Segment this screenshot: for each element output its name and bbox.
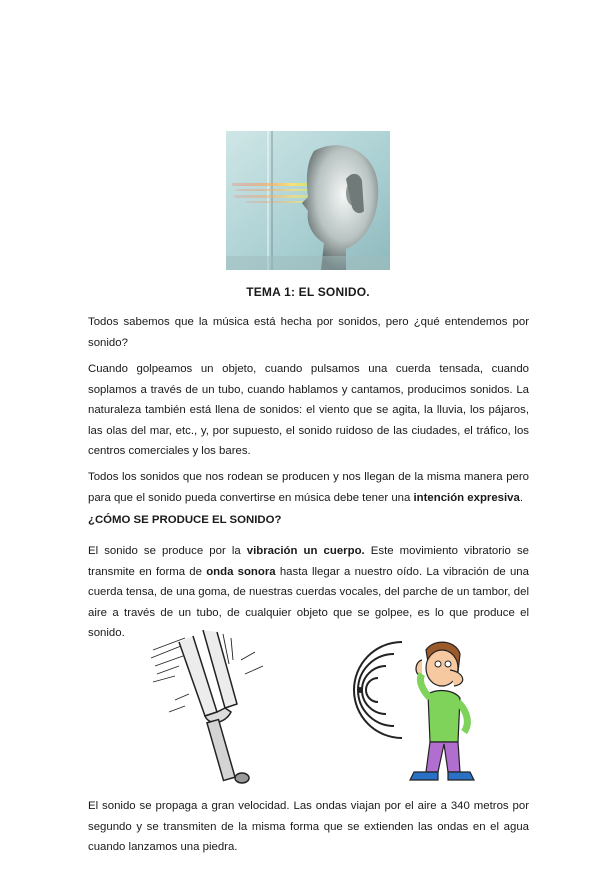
section-heading: ¿CÓMO SE PRODUCE EL SONIDO?: [88, 514, 282, 526]
expressive-intent-paragraph: Todos los sonidos que nos rodean se producen y nos llegan de la misma manera pero para que el sonido pueda convertirse en música debe tener una intención expresiva.: [88, 471, 529, 504]
hero-image: [226, 131, 390, 270]
tuning-fork-image: [145, 630, 273, 790]
page-title: TEMA 1: EL SONIDO.: [246, 285, 370, 299]
nature-sounds-paragraph: Cuando golpeamos un objeto, cuando pulsamos una cuerda tensada, cuando soplamos a través de un tubo, cuando hablamos y cantamos, producimos sonidos. La naturaleza también está llena de sonidos: el viento que se agita, la lluvia, los pájaros, las olas del mar, etc., y, por supuesto, el sonido ruidoso de las ciudades, el tráfico, los centros comerciales y los bares.: [88, 363, 529, 457]
listening-man-image: [330, 632, 480, 787]
intro-paragraph: Todos sabemos que la música está hecha por sonidos, pero ¿qué entendemos por sonido?: [88, 316, 529, 349]
sound-propagation-paragraph: El sonido se propaga a gran velocidad. Las ondas viajan por el aire a 340 metros por segundo y se transmiten de la misma forma que se extienden las ondas en el agua cuando lanzamos una piedra.: [88, 800, 529, 853]
sound-production-paragraph: El sonido se produce por la vibración un cuerpo. Este movimiento vibratorio se transmite en forma de onda sonora hasta llegar a nuestro oído. La vibración de una cuerda tensa, de una goma, de nuestras cuerdas vocales, del parche de un tambor, del aire a través de un tubo, de cualquier objeto que se golpee, es lo que produce el sonido.: [88, 545, 529, 639]
